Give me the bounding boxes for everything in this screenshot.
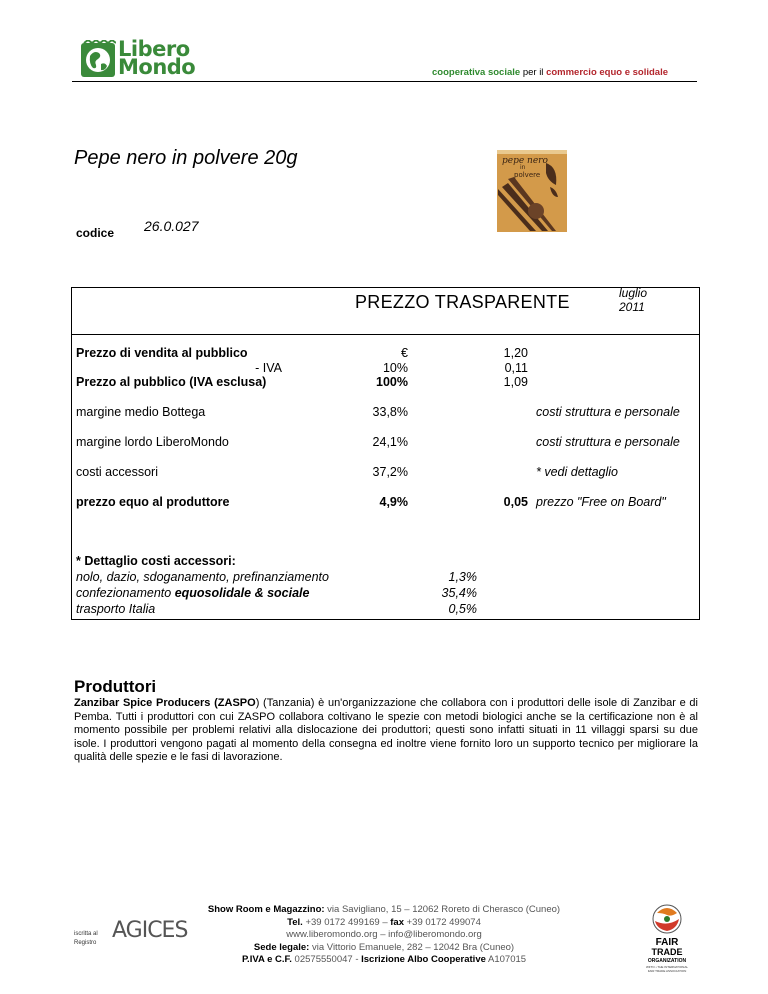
footer-address: Show Room e Magazzino: via Savigliano, 15 – 12062 Roreto di Cherasco (Cuneo) Tel. +39 0172 499169 – fax +39 0172 499074 www.liberomondo.org – info@liberomondo.org Sede legale: via Vittorio Emanuele, 282 – 12042 Bra (Cuneo) P.IVA e C.F. 02575550047 - Iscrizione Albo Cooperative A107015 [207,904,561,965]
header-rule [72,81,697,82]
row-extra-note: * vedi dettaglio [536,465,619,479]
detail-value1: 1,3% [448,570,477,584]
code-value: 26.0.027 [144,218,199,234]
row-retail-unit: € [401,346,408,360]
row-extra-pct: 37,2% [372,465,408,479]
row-net-value: 1,09 [503,375,528,389]
producers-text: Zanzibar Spice Producers (ZASPO) (Tanzania) è un'organizzazione che collabora con i produttori delle isole di Zanzibar e di Pemba. Tutti i produttori con cui ZASPO collabora coltivano le spezie con metodi biologici anche se la certificazione non è al momento possibile per problemi relativi alla dislocazione dei produttori; questi sono infatti situati in 11 villaggi sparsi su due isole. I produttori vengono pagati al momento della consegna ed inoltre viene fornito loro un supporto tecnico per migliorare la qualità delle spezie e le fasi di lavorazione. [74,697,698,763]
registry-label: iscritta al Registro [74,931,98,946]
logo-wordmark: Libero Mondo [118,37,196,79]
price-table-title: PREZZO TRASPARENTE [355,292,570,312]
globe-icon [80,40,116,78]
row-shop-label: margine medio Bottega [76,405,206,419]
row-retail-value: 1,20 [503,346,528,360]
row-net-pct: 100% [376,375,408,389]
row-producer-value: 0,05 [503,495,528,509]
package-text-line3: polvere [514,171,541,179]
fair-trade-organization-logo [643,901,691,977]
code-label: codice [76,226,115,240]
row-vat-pct: 10% [382,361,408,375]
wfto-logo-icon [643,901,691,977]
row-shop-note: costi struttura e personale [536,405,680,419]
row-extra-label: costi accessori [76,465,158,479]
row-lm-pct: 24,1% [372,435,408,449]
detail-line2: confezionamento equosolidale & sociale [76,586,310,600]
row-producer-label: prezzo equo al produttore [76,495,230,509]
package-text-line2: in [520,164,526,171]
fto-line5: FAIR TRADE ASSOCIATION [647,969,687,973]
fto-line4: WFTO • THE INTERNATIONAL [645,965,689,969]
agices-logo: AGICES [112,918,188,943]
detail-value3: 0,5% [448,602,477,616]
producers-heading: Produttori [74,677,157,696]
price-table-date: luglio 2011 [619,286,648,314]
product-image [494,149,570,233]
fto-line3: ORGANIZATION [647,958,687,964]
fto-line1: FAIR [655,937,679,948]
liberomondo-logo [80,37,210,80]
tagline: cooperativa sociale per il commercio equo e solidale [432,67,669,78]
row-shop-pct: 33,8% [372,405,408,419]
package-text-line1: pepe nero [502,156,548,166]
price-table-divider [71,334,700,335]
row-lm-note: costi struttura e personale [536,435,680,449]
row-lm-label: margine lordo LiberoMondo [76,435,229,449]
row-producer-note: prezzo "Free on Board" [536,495,666,509]
row-retail-label: Prezzo di vendita al pubblico [76,346,248,360]
row-vat-value: 0,11 [504,361,528,375]
detail-line3: trasporto Italia [76,602,156,616]
row-vat-label: - IVA [255,361,282,375]
detail-title: * Dettaglio costi accessori: [76,554,236,568]
fto-line2: TRADE [651,947,683,957]
row-net-label: Prezzo al pubblico (IVA esclusa) [76,375,267,389]
row-producer-pct: 4,9% [379,495,408,509]
product-title: Pepe nero in polvere 20g [74,147,298,169]
detail-line1: nolo, dazio, sdoganamento, prefinanziamento [76,570,329,584]
product-package-image [494,149,570,233]
detail-value2: 35,4% [441,586,477,600]
